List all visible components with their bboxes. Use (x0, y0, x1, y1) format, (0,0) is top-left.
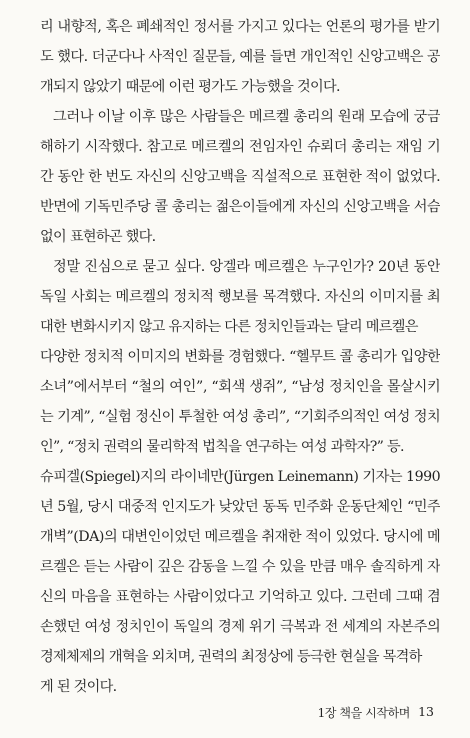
text-line: 년 5월, 당시 대중적 인지도가 낮았던 동독 민주화 운동단체인 “민주 (40, 499, 440, 515)
text-line: 개되지 않았기 때문에 이런 평가도 가능했을 것이다. (40, 79, 340, 95)
paragraph (40, 102, 440, 252)
page-number: 13 (418, 704, 434, 719)
text-line: 손했던 여성 정치인이 독일의 경제 위기 극복과 전 세계의 자본주의 (40, 619, 440, 635)
text-line: 경제체제의 개혁을 외치며, 권력의 최정상에 등극한 현실을 목격하 (40, 649, 422, 665)
body-text (40, 12, 440, 702)
running-footer-chapter: 1장 책을 시작하며 (317, 706, 410, 720)
text-line: 정말 진심으로 묻고 싶다. 앙겔라 메르켈은 누구인가? 20년 동안 (53, 259, 440, 275)
text-line: 슈피겔(Spiegel)지의 라이네만(Jürgen Leinemann) 기자는 1990 (40, 469, 440, 485)
page-footer (0, 704, 470, 724)
text-line: 독일 사회는 메르켈의 정치적 행보를 목격했다. 자신의 이미지를 최 (40, 289, 440, 305)
text-line: 없이 표현하곤 했다. (40, 229, 156, 245)
text-line: 대한 변화시키지 않고 유지하는 다른 정치인들과는 달리 메르켈은 (40, 319, 418, 335)
text-line: 르켈은 듣는 사람이 깊은 감동을 느낄 수 있을 만큼 매우 솔직하게 자 (40, 559, 440, 575)
text-line: 는 기계”, “실험 정신이 투철한 여성 총리”, “기회주의적인 여성 정치 (40, 409, 440, 425)
text-line: 인”, “정치 권력의 물리학적 법칙을 연구하는 여성 과학자?” 등. (40, 439, 404, 455)
text-line: 신의 마음을 표현하는 사람이었다고 기억하고 있다. 그런데 그때 겸 (40, 589, 440, 605)
text-line: 리 내향적, 혹은 폐쇄적인 정서를 가지고 있다는 언론의 평가를 받기 (40, 19, 440, 35)
text-line: 그러나 이날 이후 많은 사람들은 메르켈 총리의 원래 모습에 궁금 (53, 109, 440, 125)
paragraph (40, 252, 440, 462)
text-line: 해하기 시작했다. 참고로 메르켈의 전임자인 슈뢰더 총리는 재임 기 (40, 139, 440, 155)
text-line: 소녀”에서부터 “철의 여인”, “회색 생쥐”, “남성 정치인을 몰살시키 (40, 379, 440, 395)
paragraph (40, 12, 440, 102)
text-line: 반면에 기독민주당 콜 총리는 젊은이들에게 자신의 신앙고백을 서슴 (40, 199, 440, 215)
text-line: 도 했다. 더군다나 사적인 질문들, 예를 들면 개인적인 신앙고백은 공 (40, 49, 440, 65)
text-line: 게 된 것이다. (40, 679, 117, 695)
text-line: 개벽”(DA)의 대변인이었던 메르켈을 취재한 적이 있었다. 당시에 메 (40, 529, 440, 545)
text-line: 간 동안 한 번도 자신의 신앙고백을 직설적으로 표현한 적이 없었다. (40, 169, 440, 185)
paragraph (40, 462, 440, 702)
text-line: 다양한 정치적 이미지의 변화를 경험했다. “헬무트 콜 총리가 입양한 (40, 349, 440, 365)
